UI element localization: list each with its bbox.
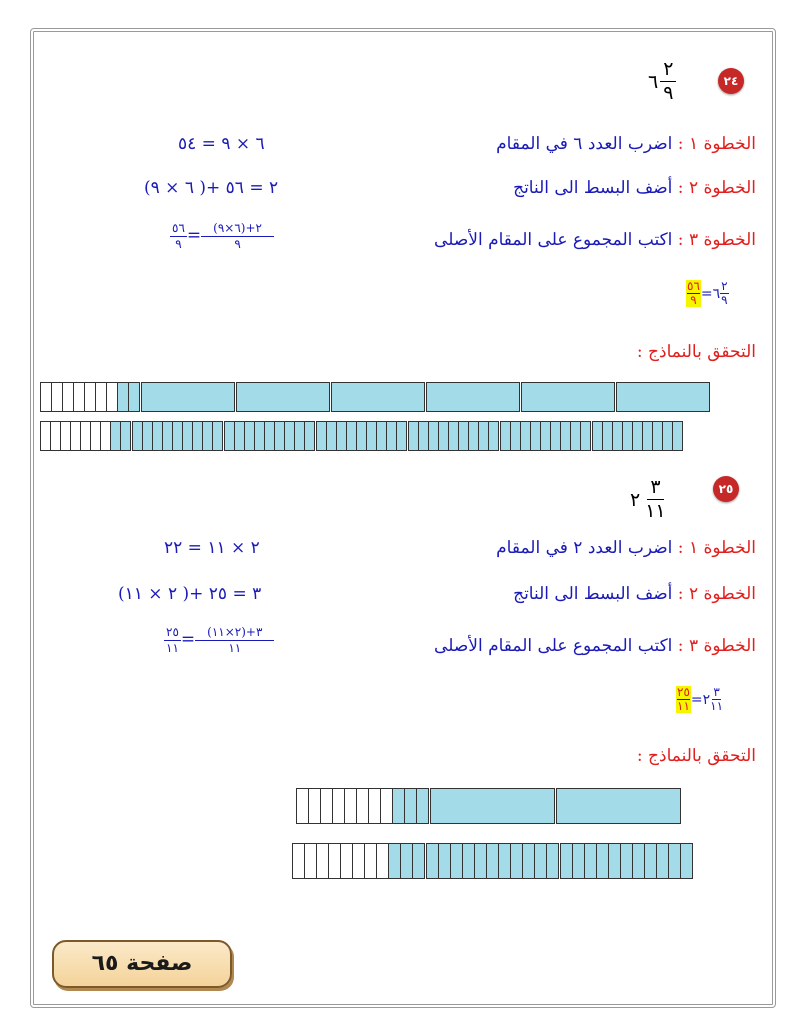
step-label: الخطوة ٢ :	[677, 178, 756, 198]
equals-sign: =	[180, 629, 196, 650]
whole-unit	[556, 788, 681, 824]
step-text: اكتب المجموع على المقام الأصلى	[434, 230, 673, 250]
result-denominator: ٩	[690, 293, 697, 308]
model-bar-improper	[40, 421, 682, 451]
whole-unit	[521, 382, 615, 412]
mixed-numerator: ٣	[647, 478, 663, 500]
eq-numerator: (٢×١١)+٣	[195, 626, 274, 641]
model-bar-mixed	[296, 788, 680, 824]
step-text: اضرب العدد ٢ في المقام	[496, 538, 673, 558]
problem-24-step3-equation	[170, 222, 274, 250]
result-whole: ٢	[702, 691, 711, 708]
step-text: اكتب المجموع على المقام الأصلى	[434, 636, 673, 656]
result-fraction-denominator: ٩	[721, 293, 728, 308]
step-label: الخطوة ٣ :	[677, 230, 756, 250]
step-text: أضف البسط الى الناتج	[513, 178, 673, 198]
mixed-fraction	[642, 478, 668, 521]
mixed-numerator: ٢	[660, 60, 676, 82]
mixed-denominator: ١١	[645, 500, 666, 522]
model-bar-improper	[292, 843, 692, 879]
mixed-fraction	[660, 60, 676, 103]
result-numerator: ٢٥	[677, 685, 690, 699]
problem-25-mixed-number	[630, 478, 671, 521]
problem-25-step3-equation	[164, 626, 274, 654]
result-numerator: ٥٦	[687, 279, 700, 293]
problem-25-step1-equation: ٢ × ١١ = ٢٢	[164, 538, 260, 558]
model-bar-mixed	[40, 382, 709, 412]
problem-25-result: ٢٥ ١١ = ٢ ٣ ١١	[677, 685, 724, 714]
whole-unit	[426, 382, 520, 412]
whole-unit	[141, 382, 235, 412]
step-label: الخطوة ٣ :	[677, 636, 756, 656]
result-fraction-numerator: ٢	[721, 279, 728, 293]
problem-24-mixed-number	[648, 60, 678, 103]
mixed-whole: ٢	[630, 488, 641, 511]
page-number: صفحة ٦٥	[91, 951, 193, 976]
problem-25-badge: ٢٥	[713, 476, 739, 502]
problem-24-step1-equation: ٦ × ٩ = ٥٤	[178, 134, 265, 154]
whole-unit	[616, 382, 710, 412]
equals-sign: =	[186, 225, 202, 246]
whole-unit	[430, 788, 555, 824]
problem-25-step1	[496, 538, 756, 558]
problem-24-step1	[496, 134, 756, 154]
page-number-tag	[52, 940, 232, 988]
problem-25-verify-label: التحقق بالنماذج :	[636, 746, 756, 766]
whole-unit	[236, 382, 330, 412]
step-text: أضف البسط الى الناتج	[513, 584, 673, 604]
problem-24-badge: ٢٤	[718, 68, 744, 94]
eq-denominator: ٩	[175, 236, 182, 251]
mixed-whole: ٦	[648, 70, 659, 93]
eq-numerator: ٢٥	[166, 625, 179, 639]
problem-24-result: ٥٦ ٩ = ٦ ٢ ٩	[687, 279, 728, 308]
problem-25-step3	[434, 636, 756, 656]
problem-24-step2	[513, 178, 756, 198]
step-text: اضرب العدد ٦ في المقام	[496, 134, 673, 154]
mixed-denominator: ٩	[663, 82, 674, 104]
step-label: الخطوة ١ :	[677, 134, 756, 154]
eq-denominator: ٩	[234, 236, 241, 251]
eq-numerator: (٦×٩)+٢	[201, 222, 274, 237]
result-denominator: ١١	[677, 699, 690, 714]
whole-unit	[331, 382, 425, 412]
result-fraction-denominator: ١١	[710, 699, 724, 714]
unit-part	[672, 421, 683, 451]
unit-part	[680, 843, 693, 879]
result-whole: ٦	[712, 285, 721, 302]
step-label: الخطوة ١ :	[677, 538, 756, 558]
problem-24-verify-label: التحقق بالنماذج :	[636, 342, 756, 362]
problem-24-step3	[434, 230, 756, 250]
problem-25-step2	[513, 584, 756, 604]
step-label: الخطوة ٢ :	[677, 584, 756, 604]
eq-numerator: ٥٦	[172, 221, 185, 235]
eq-denominator: ١١	[166, 640, 179, 655]
eq-denominator: ١١	[228, 640, 242, 655]
problem-25-step2-equation: (٢ × ١١ )+ ٣ = ٢٥	[118, 584, 262, 604]
problem-24-step2-equation: (٦ × ٩ )+ ٢ = ٥٦	[144, 178, 279, 198]
result-fraction-numerator: ٣	[713, 685, 720, 699]
